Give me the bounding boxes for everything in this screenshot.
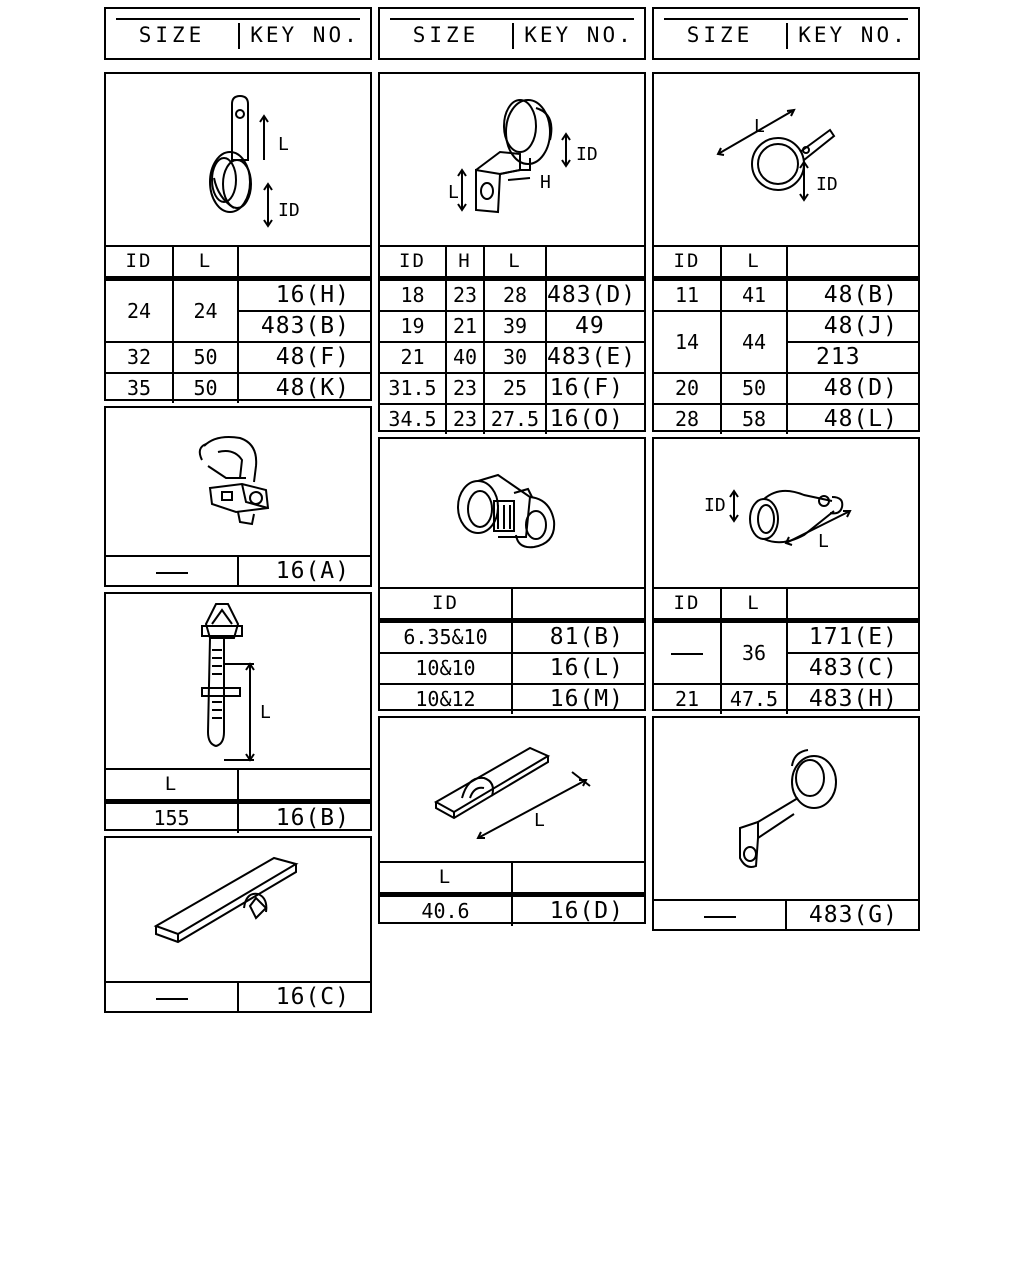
cell-l: 47.5 [721, 684, 787, 714]
dash-mark [156, 998, 188, 1000]
cell-key: 16(B) [238, 802, 370, 834]
cell-l: 58 [721, 404, 787, 434]
cell-id: 28 [654, 404, 721, 434]
clip-card-8 [378, 716, 646, 924]
cell-key: 483(D) [546, 279, 644, 312]
cell-key: 171(E) [787, 621, 918, 654]
cell-l: 36 [721, 621, 787, 685]
cell-id: 11 [654, 279, 721, 312]
cell-id: 35 [106, 373, 173, 403]
clip-table-6 [654, 589, 918, 714]
cell-l: 50 [173, 342, 238, 373]
cell-l: 40.6 [380, 895, 512, 927]
cell-l: 30 [484, 342, 546, 373]
col-header: ID [380, 589, 512, 621]
table-row [654, 279, 918, 312]
dim-label-l: L [754, 116, 765, 137]
cell-id: 6.35&10 [380, 621, 512, 654]
cell-h: 23 [446, 373, 484, 404]
col-header: L [106, 770, 238, 802]
dim-label-l: L [448, 182, 459, 203]
col-header: L [484, 247, 546, 279]
cell-l: 41 [721, 279, 787, 312]
cell-id: 34.5 [380, 404, 446, 434]
cell-key: 81(B) [512, 621, 644, 654]
tab-clip-drawing [106, 74, 370, 247]
clip-card-3 [652, 72, 920, 432]
table-row [380, 684, 644, 714]
col-header [512, 863, 644, 895]
cell-id: 14 [654, 311, 721, 373]
cell-key: 16(O) [546, 404, 644, 434]
col-header: L [173, 247, 238, 279]
cell-key: 483(E) [546, 342, 644, 373]
clip-table-5 [380, 589, 644, 714]
clip-table-7 [106, 770, 370, 833]
table-row [106, 983, 370, 1012]
dim-label-l: L [278, 134, 289, 155]
cell-h: 23 [446, 279, 484, 312]
cell-id: 21 [380, 342, 446, 373]
ring-clip-drawing [654, 74, 918, 247]
cell-id: 18 [380, 279, 446, 312]
cell-id: 19 [380, 311, 446, 342]
table-row [654, 684, 918, 714]
cell-key: 16(H) [238, 279, 370, 312]
cell-key: 16(L) [512, 653, 644, 684]
clip-card-4 [104, 406, 372, 587]
col-header [546, 247, 644, 279]
cell-l: 28 [484, 279, 546, 312]
dash-mark [156, 572, 188, 574]
table-row [380, 653, 644, 684]
clip-card-10 [104, 836, 372, 1013]
clip-card-7 [104, 592, 372, 831]
col-header [238, 770, 370, 802]
col-header: L [721, 247, 787, 279]
table-row [106, 373, 370, 403]
table-row [106, 802, 370, 834]
table-row [654, 621, 918, 654]
dim-label-id: ID [704, 495, 726, 516]
clip-table-4 [106, 557, 370, 586]
cell-id: 24 [106, 279, 173, 343]
cell-key: 48(L) [787, 404, 918, 434]
cell-key: 48(J) [787, 311, 918, 342]
dash-mark [704, 916, 736, 918]
clip-table-2 [380, 247, 644, 434]
table-row [380, 895, 644, 927]
cell-key: 48(D) [787, 373, 918, 404]
table-row [380, 621, 644, 654]
table-row [106, 342, 370, 373]
cell-id: 10&10 [380, 653, 512, 684]
col-header: L [380, 863, 512, 895]
cell-key: 483(G) [786, 901, 918, 930]
cell-key: 16(M) [512, 684, 644, 714]
cell-key: 48(F) [238, 342, 370, 373]
clip-table-3 [654, 247, 918, 434]
push-clip-drawing [106, 408, 370, 557]
clip-table-9 [654, 901, 918, 930]
key-no-label: KEY NO. [798, 23, 908, 47]
cell-id: 31.5 [380, 373, 446, 404]
clip-card-5 [378, 437, 646, 711]
table-row [654, 901, 918, 930]
cell-key: 16(A) [238, 557, 370, 586]
key-no-label: KEY NO. [524, 23, 634, 47]
col-header: L [721, 589, 787, 621]
clip-table-8 [380, 863, 644, 926]
table-row [380, 373, 644, 404]
bracket-clip-drawing [380, 74, 644, 247]
col-header [512, 589, 644, 621]
cell-l: 27.5 [484, 404, 546, 434]
table-row [380, 342, 644, 373]
cell-l: 25 [484, 373, 546, 404]
table-row [654, 311, 918, 342]
flat-clip-drawing [380, 718, 644, 863]
column-header-2 [378, 7, 646, 60]
cell-key: 48(B) [787, 279, 918, 312]
cell-id: 32 [106, 342, 173, 373]
size-label: SIZE [138, 23, 206, 47]
cell-h: 23 [446, 404, 484, 434]
dim-label-id: ID [816, 174, 838, 195]
col-header [787, 247, 918, 279]
cell-key: 483(C) [787, 653, 918, 684]
key-no-label: KEY NO. [250, 23, 360, 47]
cell-l: 44 [721, 311, 787, 373]
dim-label-l: L [818, 531, 829, 552]
dim-label-l: L [534, 810, 545, 831]
column-header-3 [652, 7, 920, 60]
col-header [787, 589, 918, 621]
spring-clip-drawing [654, 439, 918, 589]
strip-clip-drawing [106, 838, 370, 983]
table-row [654, 373, 918, 404]
table-row [106, 557, 370, 586]
table-row [654, 404, 918, 434]
table-row [380, 279, 644, 312]
cell-key: 483(H) [787, 684, 918, 714]
col-header: H [446, 247, 484, 279]
clip-card-9 [652, 716, 920, 931]
cell-l: 50 [721, 373, 787, 404]
cell-id: 10&12 [380, 684, 512, 714]
dim-label-id: ID [576, 144, 598, 165]
cell-key: 16(D) [512, 895, 644, 927]
cell-key: 16(C) [238, 983, 370, 1012]
table-row [380, 311, 644, 342]
double-clip-drawing [380, 439, 644, 589]
cell-h: 40 [446, 342, 484, 373]
cell-l: 24 [173, 279, 238, 343]
cell-id: 21 [654, 684, 721, 714]
size-label: SIZE [412, 23, 480, 47]
cell-key: 48(K) [238, 373, 370, 403]
column-header-1 [104, 7, 372, 60]
clip-card-1 [104, 72, 372, 401]
tie-anchor-drawing [106, 594, 370, 770]
dim-label-id: ID [278, 200, 300, 221]
col-header: ID [654, 589, 721, 621]
clip-table-1 [106, 247, 370, 403]
cell-key: 16(F) [546, 373, 644, 404]
col-header: ID [380, 247, 446, 279]
cell-id: 20 [654, 373, 721, 404]
clip-table-10 [106, 983, 370, 1012]
cell-l: 50 [173, 373, 238, 403]
clip-card-2 [378, 72, 646, 432]
p-clip-drawing [654, 718, 918, 901]
dash-mark [671, 653, 703, 655]
dim-label-h: H [540, 172, 551, 193]
dim-label-l: L [260, 702, 271, 723]
col-header: ID [106, 247, 173, 279]
clip-card-6 [652, 437, 920, 711]
table-row [380, 404, 644, 434]
col-header: ID [654, 247, 721, 279]
size-label: SIZE [686, 23, 754, 47]
cell-l: 39 [484, 311, 546, 342]
col-header [238, 247, 370, 279]
cell-h: 21 [446, 311, 484, 342]
cell-key: 213 [787, 342, 918, 373]
cell-key: 483(B) [238, 311, 370, 342]
table-row [106, 279, 370, 312]
cell-l: 155 [106, 802, 238, 834]
cell-key: 49 [546, 311, 644, 342]
